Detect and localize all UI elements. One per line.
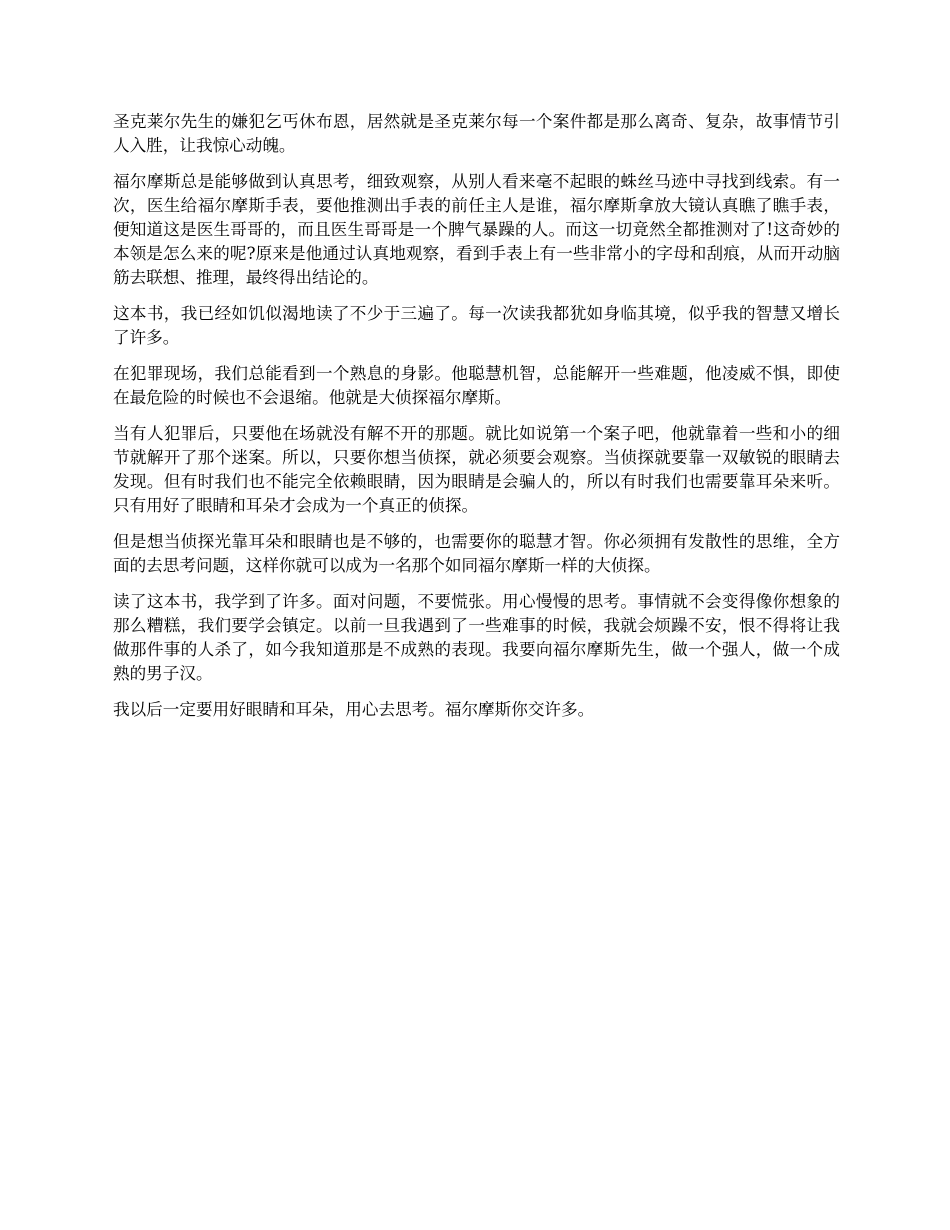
paragraph-7: 读了这本书，我学到了许多。面对问题，不要慌张。用心慢慢的思考。事情就不会变得像你想象的那么糟糕，我们要学会镇定。以前一旦我遇到了一些难事的时候，我就会烦躁不安，恨不得将让我做那件事的人杀了，如今我知道那是不成熟的表现。我要向福尔摩斯先生，做一个强人，做一个成熟的男子汉。 bbox=[113, 592, 840, 683]
paragraph-8: 我以后一定要用好眼睛和耳朵，用心去思考。福尔摩斯你交许多。 bbox=[113, 700, 595, 719]
paragraph-2: 福尔摩斯总是能够做到认真思考，细致观察，从别人看来毫不起眼的蛛丝马迹中寻找到线索。有一次，医生给福尔摩斯手表，要他推测出手表的前任主人是谁，福尔摩斯拿放大镜认真瞧了瞧手表，便知道这是医生哥哥的，而且医生哥哥是一个脾气暴躁的人。而这一切竟然全都推测对了!这奇妙的本领是怎么来的呢?原来是他通过认真地观察，看到手表上有一些非常小的字母和刮痕，从而开动脑筋去联想、推理，最终得出结论的。 bbox=[113, 172, 840, 287]
paragraph-5: 当有人犯罪后，只要他在场就没有解不开的那题。就比如说第一个案子吧，他就靠着一些和小的细节就解开了那个迷案。所以，只要你想当侦探，就必须要会观察。当侦探就要靠一双敏锐的眼睛去发现。但有时我们也不能完全依赖眼睛，因为眼睛是会骗人的，所以有时我们也需要靠耳朵来听。只有用好了眼睛和耳朵才会成为一个真正的侦探。 bbox=[113, 424, 840, 515]
paragraph-3: 这本书，我已经如饥似渴地读了不少于三遍了。每一次读我都犹如身临其境，似乎我的智慧又增长了许多。 bbox=[113, 304, 840, 347]
paragraph-4: 在犯罪现场，我们总能看到一个熟息的身影。他聪慧机智，总能解开一些难题，他凌威不惧，即使在最危险的时候也不会退缩。他就是大侦探福尔摩斯。 bbox=[113, 364, 840, 407]
document-body bbox=[113, 110, 840, 734]
paragraph-6: 但是想当侦探光靠耳朵和眼睛也是不够的，也需要你的聪慧才智。你必须拥有发散性的思维，全方面的去思考问题，这样你就可以成为一名那个如同福尔摩斯一样的大侦探。 bbox=[113, 532, 840, 575]
paragraph-1: 圣克莱尔先生的嫌犯乞丐休布恩，居然就是圣克莱尔每一个案件都是那么离奇、复杂，故事情节引人入胜，让我惊心动魄。 bbox=[113, 112, 840, 155]
